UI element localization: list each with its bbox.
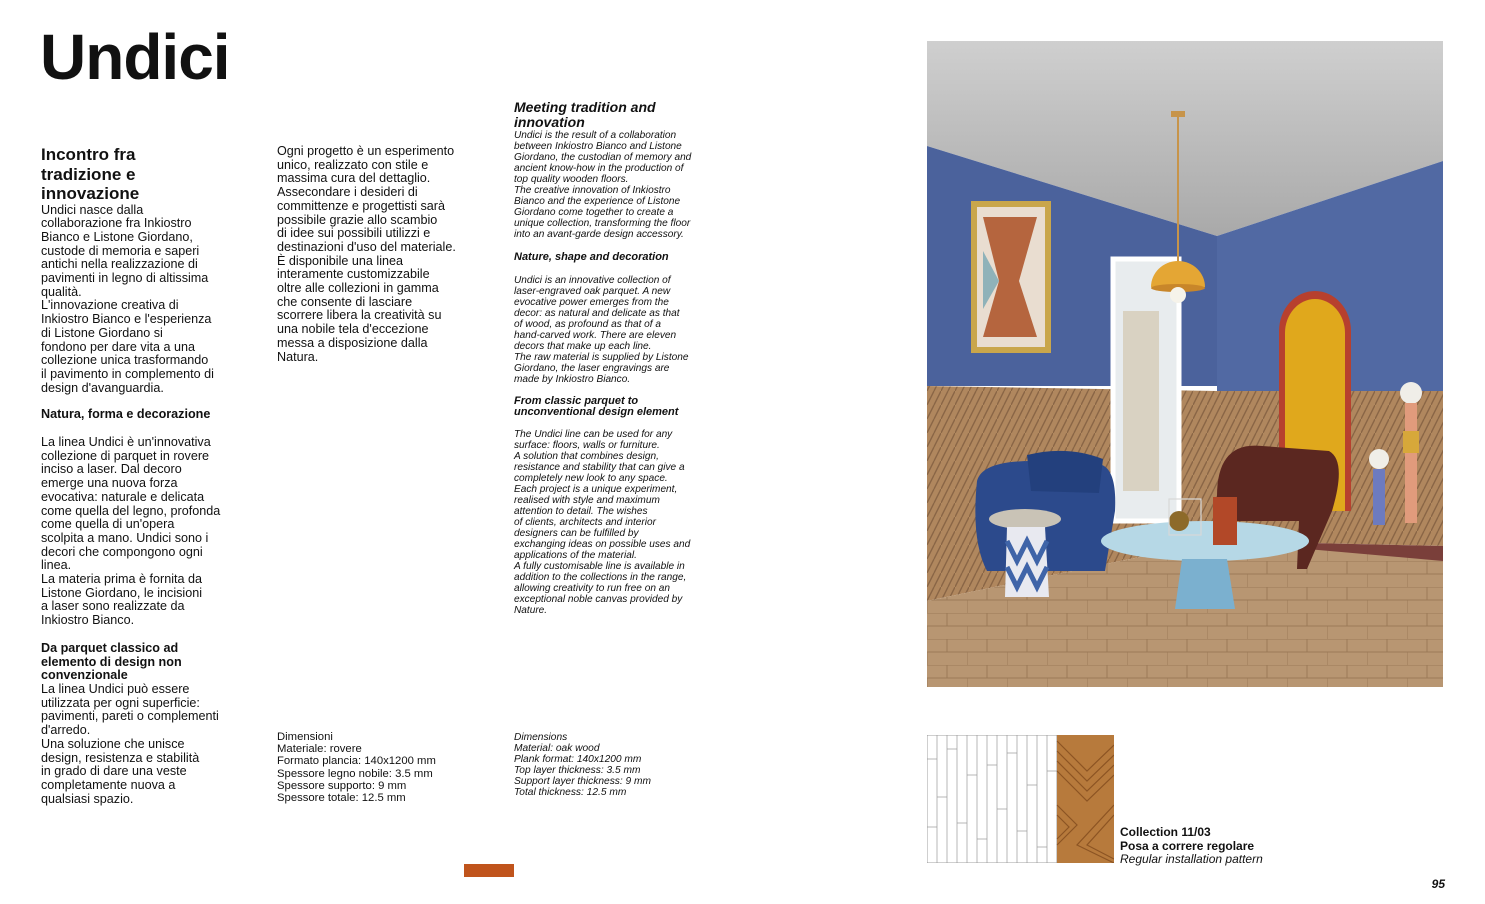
it-heading: Incontro fra tradizione e innovazione (41, 145, 140, 203)
en-paragraph-3: The Undici line can be used for any surface: floors, walls or furniture. A solution that combines design, resistance and stability that can give a completely new look to any space. Each project is a unique experiment, realised with style and maximum attention to detail. The wishes of clients, architects and interior designers can be fulfilled by exchanging ideas on possible uses and applications of the material. A fully customisable line is available in addition to the collections in the range, allowing creativity to run free on an exceptional noble canvas provided by Nature. (514, 429, 691, 616)
en-dimensions: Dimensions Material: oak wood Plank format: 140x1200 mm Top layer thickness: 3.5 mm Support layer thickness: 9 mm Total thickness: 12.5 mm (514, 732, 652, 799)
page-number: 95 (1431, 877, 1445, 891)
pattern-caption (1120, 826, 1263, 867)
pattern-swatch (927, 735, 1114, 863)
collection-label: Collection 11/03 (1120, 825, 1211, 839)
italian-column-2 (277, 145, 472, 364)
english-column (514, 100, 709, 616)
interior-photo (927, 41, 1443, 687)
it-paragraph-4: Ogni progetto è un esperimento unico, realizzato con stile e massima cura del dettaglio. Assecondare i desideri di committenze e progettisti sarà possibile grazie allo scambio di idee sui possibili utilizzi e destinazioni d'uso del materiale. È disponibile una linea interamente customizzabile oltre alle collezioni in gamma che consente di lasciare scorrere libera la creatività su una nobile tela d'eccezione messa a disposizione dalla Natura. (277, 144, 456, 364)
it-subheading-2: Da parquet classico ad elemento di design non convenzionale (41, 640, 182, 683)
en-heading: Meeting tradition and innovation (514, 99, 656, 130)
page-title: Undici (40, 21, 230, 93)
pattern-label-en: Regular installation pattern (1120, 852, 1263, 866)
it-paragraph-1: Undici nasce dalla collaborazione fra Inkiostro Bianco e Listone Giordano, custode di memoria e saperi antichi nella realizzazione di pavimenti in legno di altissima qualità. L'innovazione creativa di Inkiostro Bianco e l'esperienza di Listone Giordano si fondono per dare vita a una collezione unica trasformando il pavimento in complemento di design d'avanguardia. (41, 202, 214, 395)
it-dimensions: Dimensioni Materiale: rovere Formato plancia: 140x1200 mm Spessore legno nobile: 3.5 mm Spessore supporto: 9 mm Spessore totale: 12.5 mm (277, 731, 436, 805)
en-subheading-2: From classic parquet to unconventional design element (514, 395, 679, 418)
en-subheading-1: Nature, shape and decoration (514, 251, 669, 263)
en-paragraph-1: Undici is the result of a collaboration between Inkiostro Bianco and Listone Giordano, the custodian of memory and ancient know-how in the production of top quality wooden floors. The creative innovation of Inkiostro Bianco and the experience of Listone Giordano come together to create a unique collection, transforming the floor into an avant-garde design accessory. (514, 130, 692, 240)
accent-bar (464, 864, 514, 877)
it-subheading-1: Natura, forma e decorazione (41, 407, 211, 422)
it-paragraph-2: La linea Undici è un'innovativa collezione di parquet in rovere inciso a laser. Dal decoro emerge una nuova forza evocativa: naturale e delicata come quella del legno, profonda come quella di un'opera scolpita a mano. Undici sono i decori che compongono ogni linea. La materia prima è fornita da Listone Giordano, le incisioni a laser sono realizzate da Inkiostro Bianco. (41, 435, 221, 628)
pattern-label-it: Posa a correre regolare (1120, 838, 1255, 853)
en-paragraph-2: Undici is an innovative collection of laser-engraved oak parquet. A new evocative power emerges from the decor: as natural and delicate as that of wood, as profound as that of a hand-carved work. There are eleven decors that make up each line. The raw material is supplied by Listone Giordano, the laser engravings are made by Inkiostro Bianco. (514, 275, 689, 385)
it-paragraph-3: La linea Undici può essere utilizzata per ogni superficie: pavimenti, pareti o complementi d'arredo. Una soluzione che unisce design, resistenza e stabilità in grado di dare una veste completamente nuova a qualsiasi spazio. (41, 682, 219, 806)
italian-column-1 (41, 145, 231, 806)
